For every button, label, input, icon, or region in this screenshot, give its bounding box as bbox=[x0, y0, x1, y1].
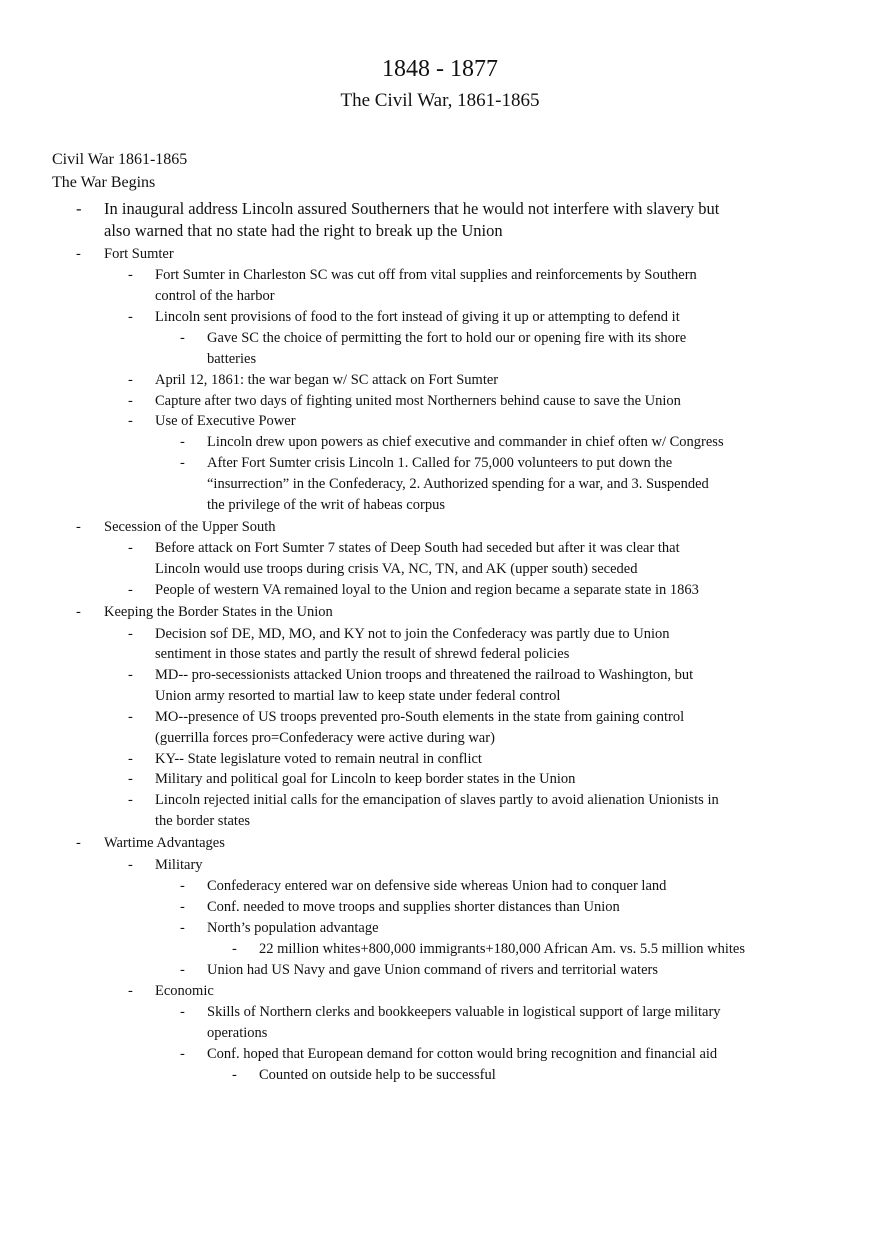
page-subtitle: The Civil War, 1861-1865 bbox=[340, 90, 540, 111]
outline-text: After Fort Sumter crisis Lincoln 1. Called for 75,000 volunteers to put down the bbox=[207, 455, 673, 471]
outline-text: sentiment in those states and partly the result of shrewd federal policies bbox=[155, 646, 570, 662]
outline-text: the border states bbox=[155, 813, 251, 829]
bullet-dash: - bbox=[128, 309, 133, 325]
section-heading: Civil War 1861-1865 bbox=[52, 151, 188, 168]
outline-text: control of the harbor bbox=[155, 288, 275, 304]
outline-text: “insurrection” in the Confederacy, 2. Authorized spending for a war, and 3. Suspended bbox=[207, 476, 709, 492]
outline-text: Skills of Northern clerks and bookkeepers valuable in logistical support of large military bbox=[207, 1004, 721, 1020]
bullet-dash: - bbox=[128, 667, 133, 683]
outline-text: batteries bbox=[207, 351, 257, 367]
bullet-dash: - bbox=[180, 962, 185, 978]
outline-text: 22 million whites+800,000 immigrants+180,000 African Am. vs. 5.5 million whites bbox=[259, 941, 745, 957]
bullet-dash: - bbox=[180, 920, 185, 936]
bullet-dash: - bbox=[128, 857, 133, 873]
outline-text: also warned that no state had the right to break up the Union bbox=[104, 221, 503, 240]
bullet-dash: - bbox=[232, 1067, 237, 1083]
outline-text: Decision sof DE, MD, MO, and KY not to join the Confederacy was partly due to Union bbox=[155, 626, 670, 642]
bullet-dash: - bbox=[128, 751, 133, 767]
bullet-dash: - bbox=[128, 372, 133, 388]
outline-text: Lincoln drew upon powers as chief executive and commander in chief often w/ Congress bbox=[207, 434, 724, 450]
bullet-dash: - bbox=[128, 709, 133, 725]
outline-text: Lincoln sent provisions of food to the fort instead of giving it up or attempting to defend it bbox=[155, 309, 680, 325]
outline-text: Fort Sumter in Charleston SC was cut off from vital supplies and reinforcements by Southern bbox=[155, 267, 697, 283]
outline-text: People of western VA remained loyal to the Union and region became a separate state in 1863 bbox=[155, 582, 699, 598]
outline-text: Economic bbox=[155, 983, 214, 999]
outline-text: Military bbox=[155, 857, 203, 873]
outline-text: Lincoln rejected initial calls for the emancipation of slaves partly to avoid alienation Unionists in bbox=[155, 792, 719, 808]
bullet-dash: - bbox=[128, 267, 133, 283]
outline-text: (guerrilla forces pro=Confederacy were active during war) bbox=[155, 730, 495, 746]
bullet-dash: - bbox=[128, 540, 133, 556]
outline-text: MD-- pro-secessionists attacked Union troops and threatened the railroad to Washington, but bbox=[155, 667, 694, 683]
outline-text: Capture after two days of fighting united most Northerners behind cause to save the Union bbox=[155, 393, 681, 409]
bullet-dash: - bbox=[76, 835, 81, 851]
outline-text: North’s population advantage bbox=[207, 920, 379, 936]
bullet-dash: - bbox=[180, 1046, 185, 1062]
outline-text: Secession of the Upper South bbox=[104, 519, 276, 535]
outline-text: Union army resorted to martial law to keep state under federal control bbox=[155, 688, 561, 704]
outline-text: MO--presence of US troops prevented pro-South elements in the state from gaining control bbox=[155, 709, 685, 725]
bullet-dash: - bbox=[128, 983, 133, 999]
outline-text: Fort Sumter bbox=[104, 246, 174, 262]
bullet-dash: - bbox=[180, 330, 185, 346]
outline-text: Lincoln would use troops during crisis VA, NC, TN, and AK (upper south) seceded bbox=[155, 561, 638, 577]
bullet-dash: - bbox=[128, 393, 133, 409]
bullet-dash: - bbox=[180, 878, 185, 894]
outline-text: Conf. needed to move troops and supplies shorter distances than Union bbox=[207, 899, 620, 915]
outline-text: In inaugural address Lincoln assured Southerners that he would not interfere with slavery but bbox=[104, 199, 720, 218]
bullet-dash: - bbox=[76, 604, 81, 620]
outline-text: the privilege of the writ of habeas corpus bbox=[207, 497, 445, 513]
bullet-dash: - bbox=[128, 413, 133, 429]
bullet-dash: - bbox=[180, 1004, 185, 1020]
outline-text: Gave SC the choice of permitting the fort to hold our or opening fire with its shore bbox=[207, 330, 687, 346]
bullet-dash: - bbox=[76, 519, 81, 535]
outline-text: April 12, 1861: the war began w/ SC attack on Fort Sumter bbox=[155, 372, 499, 388]
bullet-dash: - bbox=[128, 582, 133, 598]
outline-text: Wartime Advantages bbox=[104, 835, 225, 851]
outline-text: Keeping the Border States in the Union bbox=[104, 604, 333, 620]
outline-text: Use of Executive Power bbox=[155, 413, 296, 429]
outline-text: operations bbox=[207, 1025, 268, 1041]
outline-text: KY-- State legislature voted to remain neutral in conflict bbox=[155, 751, 482, 767]
outline-text: Confederacy entered war on defensive side whereas Union had to conquer land bbox=[207, 878, 667, 894]
bullet-dash: - bbox=[180, 434, 185, 450]
bullet-dash: - bbox=[76, 199, 82, 218]
outline-text: Military and political goal for Lincoln to keep border states in the Union bbox=[155, 771, 576, 787]
bullet-dash: - bbox=[128, 626, 133, 642]
outline-text: Counted on outside help to be successful bbox=[259, 1067, 496, 1083]
outline-text: Conf. hoped that European demand for cotton would bring recognition and financial aid bbox=[207, 1046, 718, 1062]
bullet-dash: - bbox=[232, 941, 237, 957]
bullet-dash: - bbox=[76, 246, 81, 262]
outline-text: Union had US Navy and gave Union command of rivers and territorial waters bbox=[207, 962, 658, 978]
bullet-dash: - bbox=[128, 792, 133, 808]
bullet-dash: - bbox=[180, 899, 185, 915]
bullet-dash: - bbox=[180, 455, 185, 471]
bullet-dash: - bbox=[128, 771, 133, 787]
page-title: 1848 - 1877 bbox=[382, 56, 498, 82]
outline-text: Before attack on Fort Sumter 7 states of Deep South had seceded but after it was clear that bbox=[155, 540, 680, 556]
subsection-heading: The War Begins bbox=[52, 174, 156, 191]
